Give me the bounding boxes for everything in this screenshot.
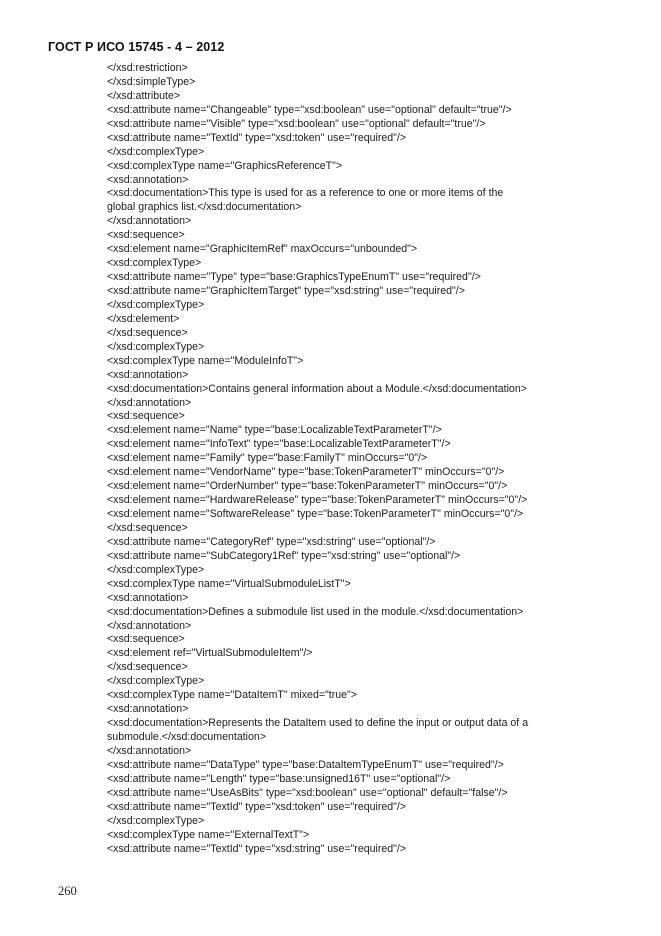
code-line: <xsd:documentation>Contains general information about a Module.</xsd:documentation>: [107, 382, 527, 395]
code-line: <xsd:annotation>: [107, 703, 189, 716]
page-number: 260: [58, 884, 77, 898]
xsd-code-block: [107, 62, 607, 856]
code-line: <xsd:documentation>Defines a submodule list used in the module.</xsd:documentation>: [107, 605, 524, 618]
code-line: </xsd:complexType>: [107, 675, 205, 688]
code-line: </xsd:sequence>: [107, 326, 188, 339]
code-line: </xsd:simpleType>: [107, 75, 196, 88]
code-line: <xsd:attribute name="Visible" type="xsd:boolean" use="optional" default="true"/>: [107, 117, 486, 130]
code-line: <xsd:element name="VendorName" type="base:TokenParameterT" minOccurs="0"/>: [107, 466, 505, 479]
code-line: </xsd:complexType>: [107, 814, 205, 827]
code-line: <xsd:attribute name="GraphicItemTarget" type="xsd:string" use="required"/>: [107, 285, 465, 297]
code-line: <xsd:annotation>: [107, 368, 189, 381]
code-line: <xsd:sequence>: [107, 633, 185, 646]
code-line: <xsd:element name="GraphicItemRef" maxOccurs="unbounded">: [107, 243, 418, 256]
code-line: </xsd:element>: [107, 312, 180, 325]
code-line: <xsd:complexType name="GraphicsReferenceT">: [107, 159, 343, 172]
code-line: <xsd:attribute name="Changeable" type="xsd:boolean" use="optional" default="true"/>: [107, 103, 512, 116]
code-line: </xsd:complexType>: [107, 563, 205, 576]
code-line: <xsd:sequence>: [107, 229, 185, 242]
code-line: </xsd:sequence>: [107, 661, 188, 674]
code-line: <xsd:element name="HardwareRelease" type="base:TokenParameterT" minOccurs="0"/>: [107, 494, 528, 507]
code-line: <xsd:attribute name="TextId" type="xsd:token" use="required"/>: [107, 131, 407, 144]
code-line: <xsd:element name="Family" type="base:FamilyT" minOccurs="0"/>: [107, 452, 428, 465]
code-line: <xsd:annotation>: [107, 591, 189, 604]
code-line: <xsd:annotation>: [107, 173, 189, 186]
standard-header: ГОСТ Р ИСО 15745 - 4 – 2012: [48, 40, 225, 54]
code-line: <xsd:attribute name="UseAsBits" type="xsd:boolean" use="optional" default="false"/>: [107, 786, 508, 799]
code-line: </xsd:annotation>: [107, 744, 192, 757]
code-line: <xsd:attribute name="Type" type="base:GraphicsTypeEnumT" use="required"/>: [107, 271, 481, 284]
code-line: <xsd:complexType name="ModuleInfoT">: [107, 354, 304, 367]
code-line: <xsd:element name="InfoText" type="base:LocalizableTextParameterT"/>: [107, 438, 451, 451]
code-line: </xsd:annotation>: [107, 619, 192, 632]
code-line: <xsd:complexType>: [107, 257, 202, 270]
code-line: </xsd:sequence>: [107, 521, 188, 534]
code-line: <xsd:attribute name="Length" type="base:unsigned16T" use="optional"/>: [107, 772, 451, 785]
code-line: </xsd:complexType>: [107, 340, 205, 353]
code-line: global graphics list.</xsd:documentation>: [107, 201, 302, 214]
code-line: <xsd:element ref="VirtualSubmoduleItem"/>: [107, 647, 313, 660]
code-line: </xsd:complexType>: [107, 298, 205, 311]
code-line: <xsd:element name="Name" type="base:LocalizableTextParameterT"/>: [107, 424, 442, 437]
code-line: <xsd:attribute name="TextId" type="xsd:string" use="required"/>: [107, 842, 407, 855]
code-line: submodule.</xsd:documentation>: [107, 731, 267, 743]
code-line: <xsd:attribute name="CategoryRef" type="xsd:string" use="optional"/>: [107, 535, 436, 548]
code-line: <xsd:complexType name="DataItemT" mixed="true">: [107, 689, 357, 702]
code-line: <xsd:documentation>This type is used for as a reference to one or more items of the: [107, 187, 504, 200]
code-line: </xsd:annotation>: [107, 215, 192, 228]
code-line: </xsd:restriction>: [107, 62, 188, 74]
code-line: </xsd:complexType>: [107, 145, 205, 158]
code-line: <xsd:complexType name="VirtualSubmoduleListT">: [107, 577, 351, 590]
code-line: <xsd:attribute name="SubCategory1Ref" type="xsd:string" use="optional"/>: [107, 549, 461, 562]
code-line: </xsd:attribute>: [107, 89, 181, 102]
code-line: <xsd:sequence>: [107, 410, 185, 423]
code-line: </xsd:annotation>: [107, 396, 192, 409]
code-line: <xsd:documentation>Represents the DataItem used to define the input or output data of a: [107, 717, 529, 730]
code-line: <xsd:complexType name="ExternalTextT">: [107, 828, 310, 841]
code-line: <xsd:element name="OrderNumber" type="base:TokenParameterT" minOccurs="0"/>: [107, 480, 508, 493]
code-line: <xsd:attribute name="DataType" type="base:DataItemTypeEnumT" use="required"/>: [107, 758, 504, 771]
code-line: <xsd:element name="SoftwareRelease" type="base:TokenParameterT" minOccurs="0"/>: [107, 508, 524, 520]
code-line: <xsd:attribute name="TextId" type="xsd:token" use="required"/>: [107, 800, 407, 813]
